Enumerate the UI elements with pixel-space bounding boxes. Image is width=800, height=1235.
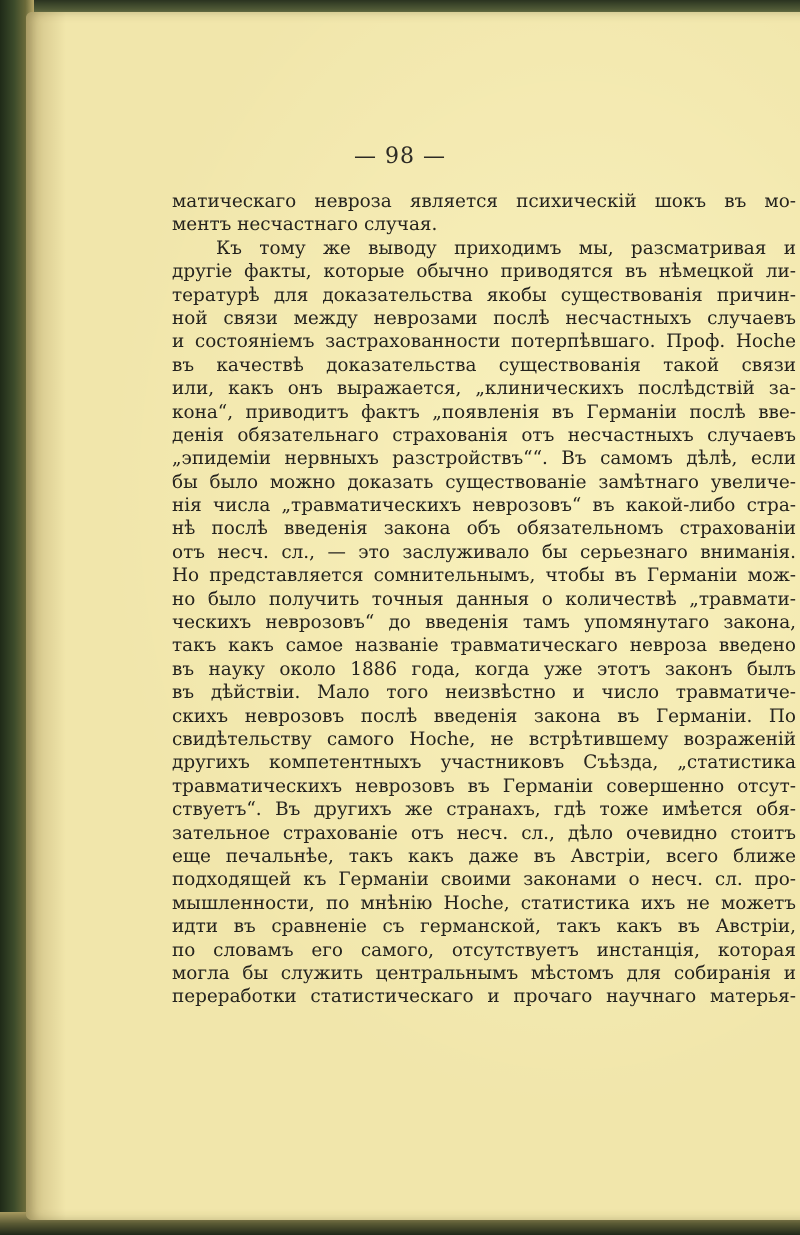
text-line: и состояніемъ застрахованности потерпѣвшаго. Проф. Hoche (172, 331, 796, 353)
text-line: ческихъ неврозовъ“ до введенія тамъ упомянутаго закона, (172, 612, 796, 634)
text-line: переработки статистическаго и прочаго научнаго матерья- (172, 986, 796, 1008)
text-line: еще печальнѣе, такъ какъ даже въ Австріи, всего ближе (172, 845, 796, 867)
text-line: такъ какъ самое названіе травматическаго невроза введено (172, 635, 796, 657)
text-line: денія обязательнаго страхованія отъ несчастныхъ случаевъ (172, 424, 796, 446)
text-line: другихъ компетентныхъ участниковъ Съѣзда, „статистика (172, 752, 796, 774)
text-line: мышленности, по мнѣнію Hoche, статистика ихъ не можетъ (172, 892, 796, 914)
text-line: могла бы служить центральнымъ мѣстомъ для собиранія и (172, 962, 796, 984)
text-line: подходящей къ Германіи своими законами о несч. сл. про- (172, 869, 796, 891)
text-line: ствуетъ“. Въ другихъ же странахъ, гдѣ тоже имѣется обя- (172, 799, 796, 821)
text-line: бы было можно доказать существованіе замѣтнаго увеличе- (172, 471, 796, 493)
text-line: отъ несч. сл., — это заслуживало бы серьезнаго вниманія. (172, 541, 796, 563)
text-line: ной связи между неврозами послѣ несчастныхъ случаевъ (172, 307, 796, 329)
text-line: зательное страхованіе отъ несч. сл., дѣло очевидно стоитъ (172, 822, 796, 844)
text-line: матическаго невроза является психическій шокъ въ мо- (172, 191, 796, 212)
text-line: свидѣтельству самого Hoche, не встрѣтившему возраженій (172, 728, 796, 750)
text-line: нія числа „травматическихъ неврозовъ“ въ какой-либо стра- (172, 495, 796, 517)
text-line: въ качествѣ доказательства существованія такой связи (172, 354, 796, 376)
text-line: ментъ несчастнаго случая. (172, 214, 438, 236)
text-line: по словамъ его самого, отсутствуетъ инстанція, которая (172, 939, 796, 961)
page-number: — 98 — (354, 144, 446, 169)
text-line: въ науку около 1886 года, когда уже этотъ законъ былъ (172, 658, 796, 680)
text-line: другіе факты, которые обычно приводятся въ нѣмецкой ли- (172, 261, 796, 283)
body-text (172, 190, 796, 1009)
text-line: скихъ неврозовъ послѣ введенія закона въ Германіи. По (172, 705, 796, 727)
text-line: тературѣ для доказательства якобы существованія причин- (172, 284, 796, 306)
text-line: идти въ сравненіе съ германской, такъ какъ въ Австріи, (172, 916, 796, 938)
text-line: „эпидеміи нервныхъ разстройствъ““. Въ самомъ дѣлѣ, если (172, 448, 796, 470)
text-line: Но представляется сомнительнымъ, чтобы въ Германіи мож- (172, 565, 796, 587)
text-line: травматическихъ неврозовъ въ Германіи совершенно отсут- (172, 775, 796, 797)
text-line: Къ тому же выводу приходимъ мы, разсматривая и (216, 237, 796, 259)
text-line: нѣ послѣ введенія закона объ обязательномъ страхованіи (172, 518, 796, 540)
text-line: въ дѣйствіи. Мало того неизвѣстно и число травматиче- (172, 682, 796, 704)
text-line: или, какъ онъ выражается, „клиническихъ послѣдствій за- (172, 378, 796, 400)
text-line: кона“, приводитъ фактъ „появленія въ Германіи послѣ вве- (172, 401, 796, 423)
text-line: но было получить точныя данныя о количествѣ „травмати- (172, 588, 796, 610)
